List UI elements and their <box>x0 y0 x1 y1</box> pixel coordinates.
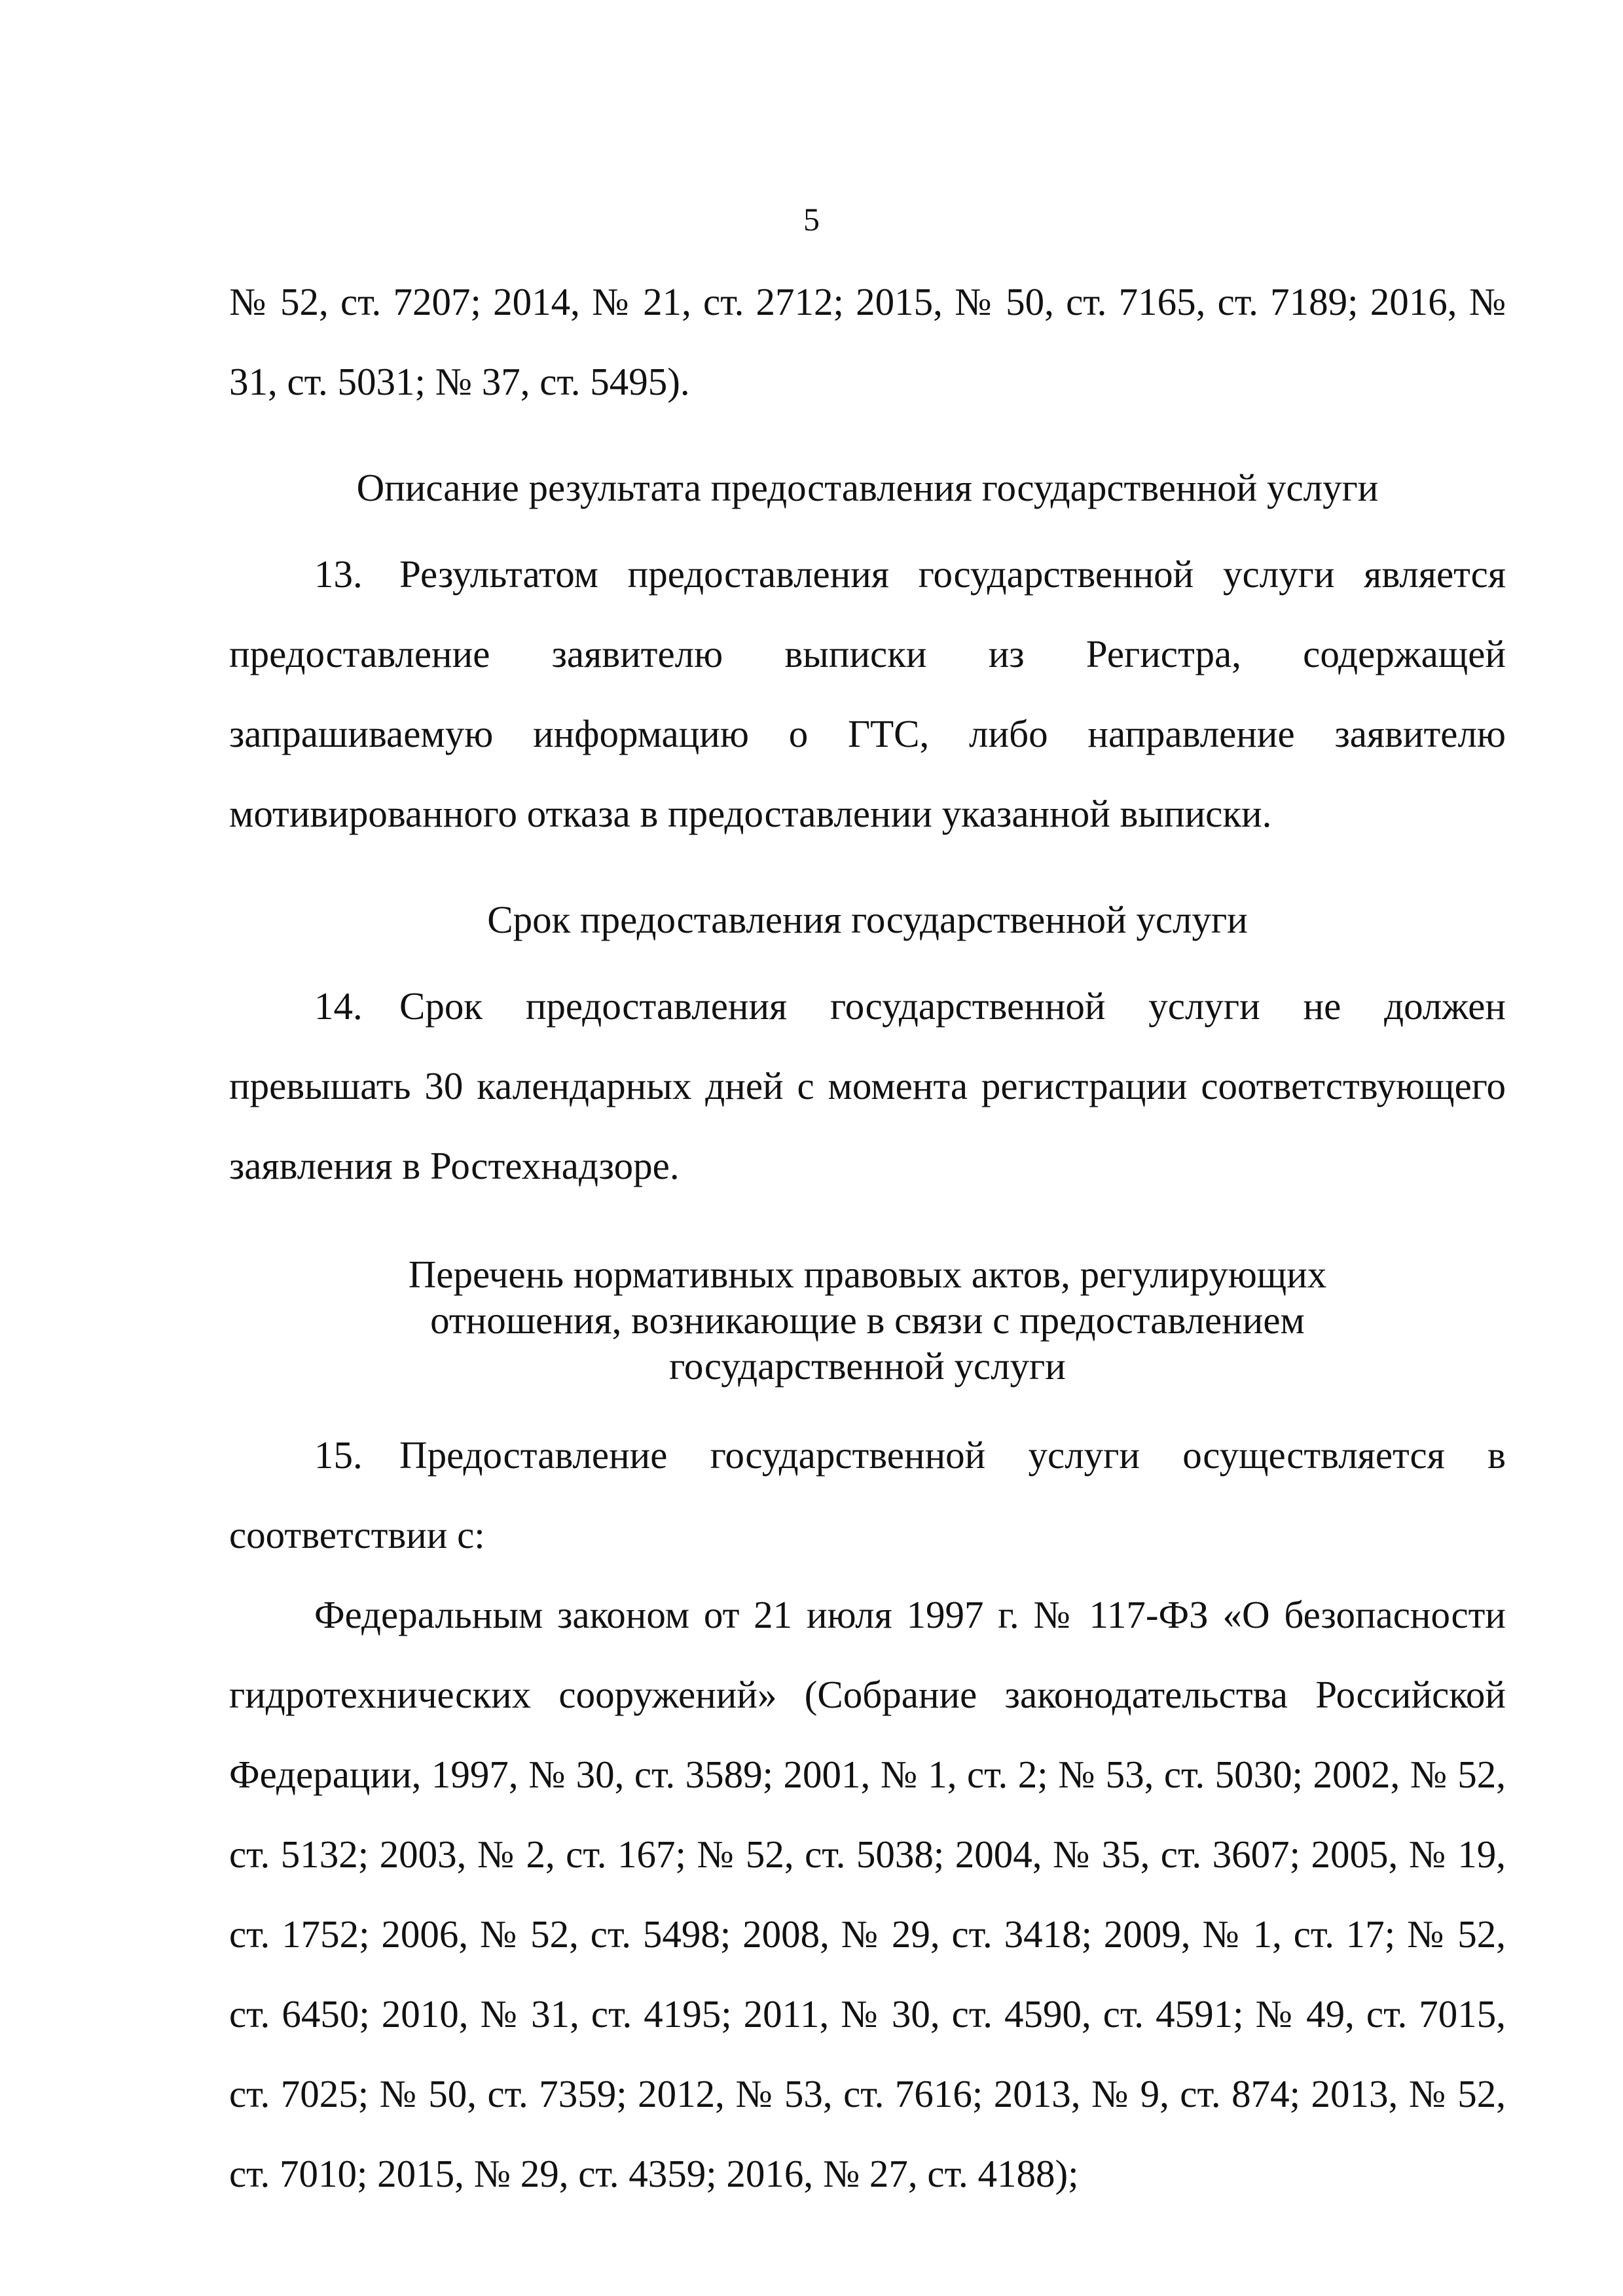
paragraph-13-text: Результатом предоставления государственной услуги является предоставление заявителю выписки из Регистра, содержащей запрашиваемую информацию о ГТС, либо направление заявителю мотивированного отказа в предоставлении указанной выписки. <box>229 552 1506 835</box>
section-heading-acts-line-1: Перечень нормативных правовых актов, регулирующих <box>408 1253 1327 1296</box>
paragraph-14-number: 14. <box>314 984 363 1028</box>
section-heading-result: Описание результата предоставления государственной услуги <box>356 466 1379 509</box>
document-body <box>229 262 1506 2214</box>
section-heading-acts-line-3: государственной услуги <box>669 1344 1066 1388</box>
paragraph-15-number: 15. <box>314 1433 363 1477</box>
federal-law-paragraph: Федеральным законом от 21 июля 1997 г. № 117-ФЗ «О безопасности гидротехнических сооружений» (Собрание законодательства Российской Федерации, 1997, № 30, ст. 3589; 2001, № 1, ст. 2; № 53, ст. 5030; 2002, № 52, ст. 5132; 2003, № 2, ст. 167; № 52, ст. 5038; 2004, № 35, ст. 3607; 2005, № 19, ст. 1752; 2006, № 52, ст. 5498; 2008, № 29, ст. 3418; 2009, № 1, ст. 17; № 52, ст. 6450; 2010, № 31, ст. 4195; 2011, № 30, ст. 4590, ст. 4591; № 49, ст. 7015, ст. 7025; № 50, ст. 7359; 2012, № 53, ст. 7616; 2013, № 9, ст. 874; 2013, № 52, ст. 7010; 2015, № 29, ст. 4359; 2016, № 27, ст. 4188); <box>229 1593 1506 2195</box>
paragraph-14-text: Срок предоставления государственной услуги не должен превышать 30 календарных дней с момента регистрации соответствующего заявления в Ростехнадзоре. <box>229 984 1506 1187</box>
paragraph-13-number: 13. <box>314 552 363 596</box>
paragraph-15 <box>229 1415 1506 1575</box>
paragraph-15-text: Предоставление государственной услуги осуществляется в соответствии с: <box>229 1433 1506 1556</box>
paragraph-13 <box>229 534 1506 853</box>
paragraph-14 <box>229 966 1506 1206</box>
section-heading-term: Срок предоставления государственной услуги <box>487 898 1248 941</box>
section-heading-acts-line-2: отношения, возникающие в связи с предоставлением <box>430 1299 1305 1342</box>
page-number: 5 <box>803 201 820 238</box>
section-heading-acts <box>229 1251 1506 1389</box>
intro-continuation-paragraph: № 52, ст. 7207; 2014, № 21, ст. 2712; 2015, № 50, ст. 7165, ст. 7189; 2016, № 31, ст. 5031; № 37, ст. 5495). <box>229 280 1506 403</box>
